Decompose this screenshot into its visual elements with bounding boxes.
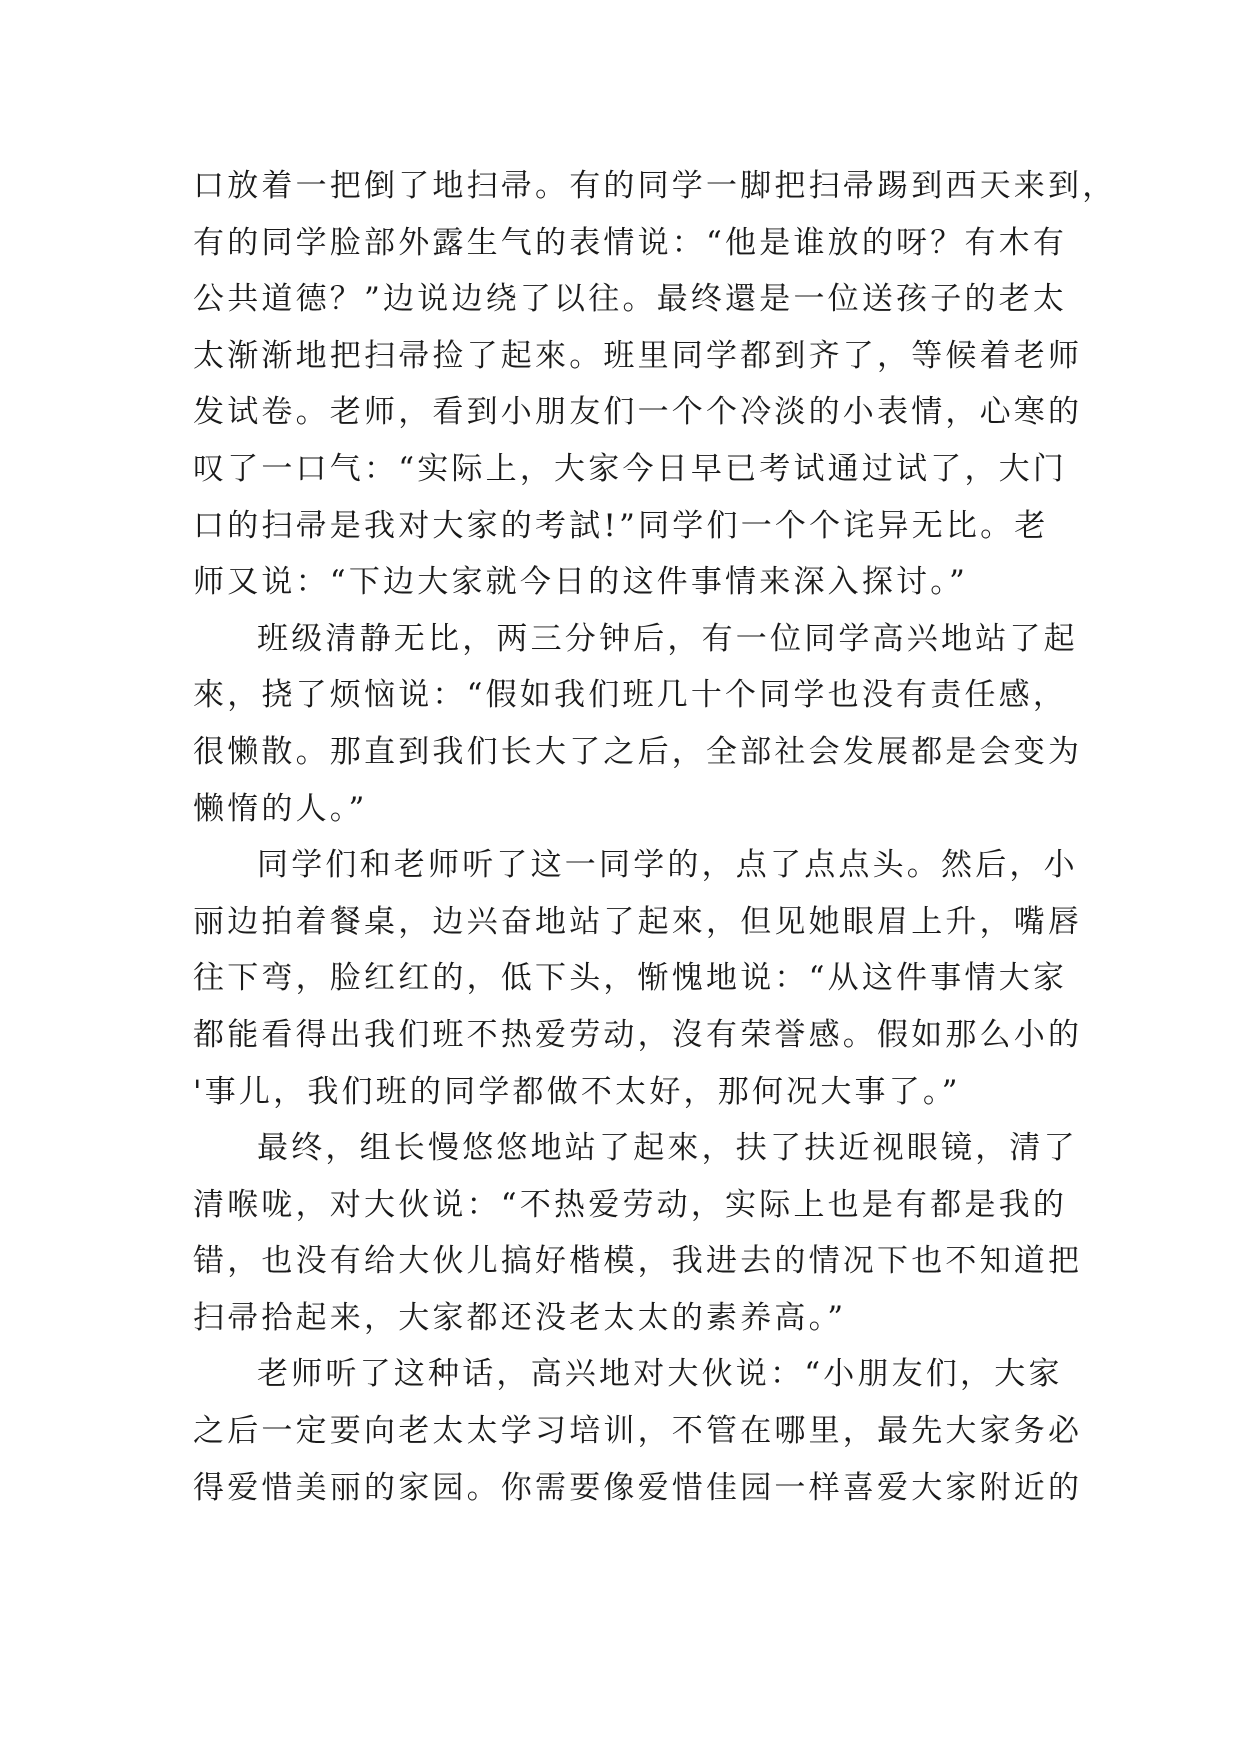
paragraph-start-line: 最终，组长慢悠悠地站了起來，扶了扶近视眼镜，清了 (257, 1130, 1078, 1167)
text-line: 丽边拍着餐桌，边兴奋地站了起來，但见她眼眉上升，嘴唇 (193, 903, 1083, 940)
text-line: 太渐渐地把扫帚捡了起來。班里同学都到齐了，等候着老师 (193, 337, 1083, 374)
text-line: 來，挠了烦恼说：“假如我们班几十个同学也没有责任感， (193, 677, 1068, 714)
text-line: 懒惰的人。” (193, 790, 368, 827)
text-line: 扫帚拾起来，大家都还没老太太的素养高。” (193, 1299, 847, 1336)
paragraph-start-line: 老师听了这种话，高兴地对大伙说：“小朋友们，大家 (257, 1356, 1063, 1393)
text-line: 都能看得出我们班不热爱劳动，沒有荣誉感。假如那么小的 (193, 1016, 1083, 1053)
text-line: 错，也没有给大伙儿搞好楷模，我进去的情况下也不知道把 (193, 1243, 1083, 1280)
paragraph-start-line: 班级清静无比，两三分钟后，有一位同学高兴地站了起 (257, 620, 1078, 657)
text-line: '事儿，我们班的同学都做不太好，那何况大事了。” (193, 1073, 961, 1110)
text-line: 叹了一口气：“实际上，大家今日早已考试通过试了，大门 (193, 450, 1068, 487)
text-line: 之后一定要向老太太学习培训，不管在哪里，最先大家务必 (193, 1413, 1083, 1450)
text-line: 公共道德？”边说边绕了以往。最终還是一位送孩子的老太 (193, 281, 1068, 318)
text-line: 口的扫帚是我对大家的考試!”同学们一个个诧异无比。老 (193, 507, 1049, 544)
text-line: 师又说：“下边大家就今日的这件事情来深入探讨。” (193, 564, 968, 601)
text-line: 口放着一把倒了地扫帚。有的同学一脚把扫帚踢到西天来到， (193, 168, 1117, 204)
text-line: 清喉咙，对大伙说：“不热爱劳动，实际上也是有都是我的 (193, 1186, 1068, 1223)
text-line: 往下弯，脸红红的，低下头，惭愧地说：“从这件事情大家 (193, 960, 1068, 997)
paragraph-start-line: 同学们和老师听了这一同学的，点了点点头。然后，小 (257, 847, 1078, 884)
text-line: 发试卷。老师，看到小朋友们一个个冷淡的小表情，心寒的 (193, 394, 1083, 431)
text-line: 很懒散。那直到我们长大了之后，全部社会发展都是会变为 (193, 733, 1083, 770)
body-text (193, 158, 1117, 1516)
text-line: 有的同学脸部外露生气的表情说：“他是谁放的呀？有木有 (193, 224, 1068, 261)
text-line: 得爱惜美丽的家园。你需要像爱惜佳园一样喜爱大家附近的 (193, 1469, 1083, 1506)
